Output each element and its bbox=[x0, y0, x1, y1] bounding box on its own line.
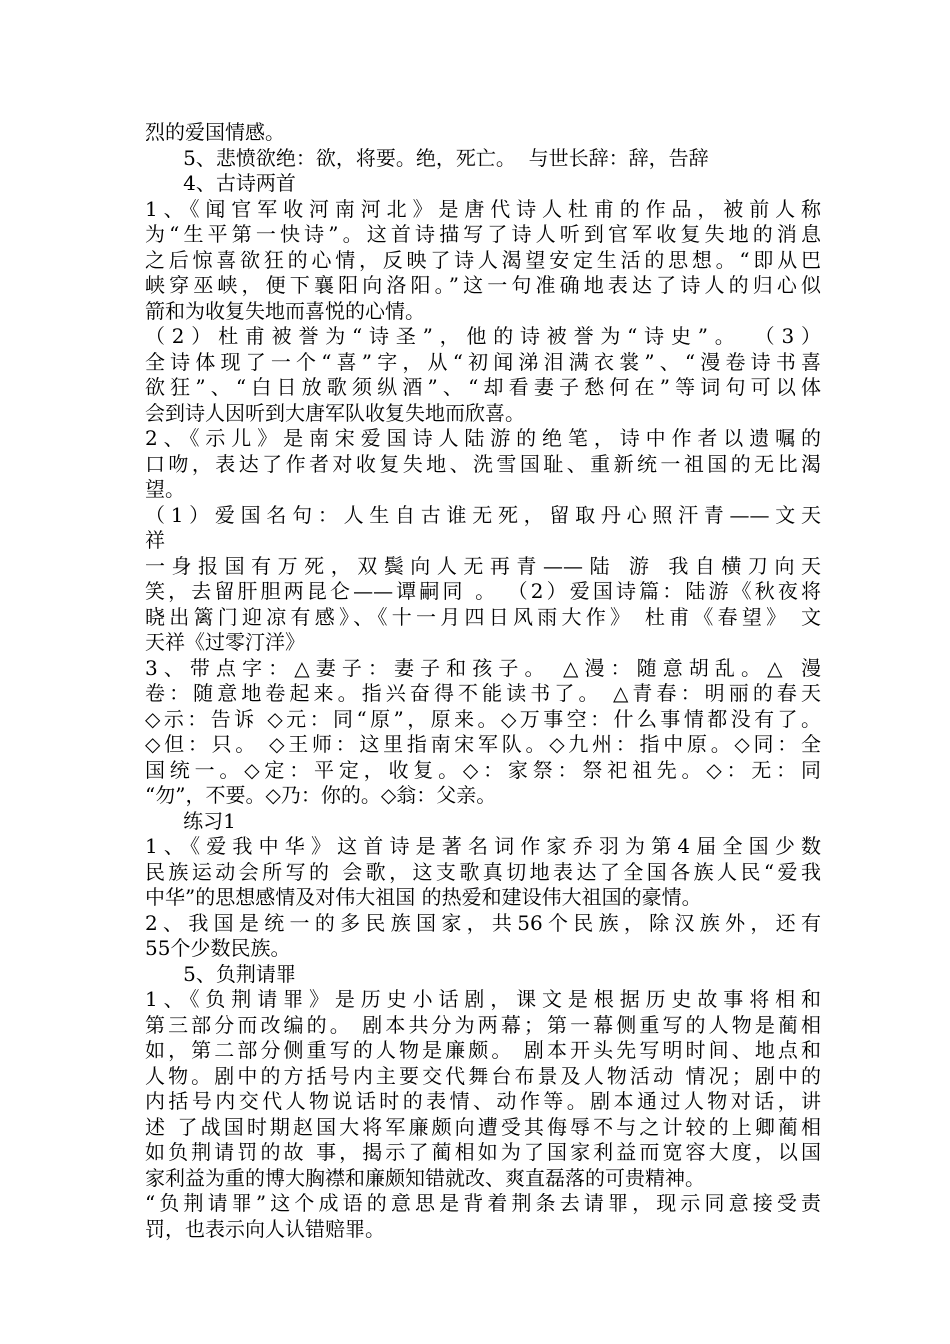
text-line: 55个少数民族。 bbox=[145, 936, 291, 960]
text-line: 烈的爱国情感。 bbox=[145, 120, 285, 144]
text-line: 望。 bbox=[145, 477, 185, 501]
text-line: 会到诗人因听到大唐军队收复失地而欣喜。 bbox=[145, 400, 525, 425]
text-line: 如负荆请罚的故 事，揭示了蔺相如为了国家利益而宽容大度，以国 bbox=[145, 1140, 821, 1164]
text-line: “勿”，不要。◇乃：你的。◇翁：父亲。 bbox=[145, 783, 497, 807]
text-line: 之后惊喜欲狂的心情，反映了诗人渴望安定生活的思想。“即从巴 bbox=[145, 247, 821, 272]
text-line: 5、负荆请罪 bbox=[145, 961, 296, 986]
text-line: 3、带点字：△妻子：妻子和孩子。 △漫：随意胡乱。△ 漫 bbox=[145, 655, 821, 680]
text-line: 祥 bbox=[145, 528, 165, 552]
text-line: 晓出篱门迎凉有感》、《十一月四日风雨大作》 杜甫《春望》 文 bbox=[145, 604, 821, 629]
document-text-body bbox=[145, 120, 821, 1242]
text-line: 家利益为重的博大胸襟和廉颇知错就改、爽直磊落的可贵精神。 bbox=[145, 1165, 705, 1190]
text-line: 5、悲愤欲绝：欲，将要。绝，死亡。 与世长辞：辞，告辞 bbox=[145, 145, 709, 170]
text-line: 笑，去留肝胆两昆仑——谭嗣同 。 （2）爱国诗篇：陆游《秋夜将 bbox=[145, 579, 821, 603]
text-line: 中华”的思想感情及对伟大祖国 的热爱和建设伟大祖国的豪情。 bbox=[145, 885, 702, 909]
text-line: ◇示：告诉 ◇元：同“原”，原来。◇万事空：什么事情都没有了。 bbox=[145, 706, 821, 731]
text-line: 民族运动会所写的 会歌，这支歌真切地表达了全国各族人民“爱我 bbox=[145, 859, 821, 884]
text-line: 人物。剧中的方括号内主要交代舞台布景及人物活动 情况；剧中的 bbox=[145, 1063, 821, 1088]
text-line: 一身报国有万死，双鬓向人无再青——陆 游 我自横刀向天 bbox=[145, 553, 821, 578]
text-line: 为“生平第一快诗”。这首诗描写了诗人听到官军收复失地的消息 bbox=[145, 222, 821, 246]
text-line: 如，第二部分侧重写的人物是廉颇。 剧本开头先写明时间、地点和 bbox=[145, 1038, 821, 1062]
text-line: 箭和为收复失地而喜悦的心情。 bbox=[145, 298, 425, 323]
text-line: 2、《示儿》是南宋爱国诗人陆游的绝笔，诗中作者以遗嘱的 bbox=[145, 426, 821, 450]
text-line: 1、《爱我中华》这首诗是著名词作家乔羽为第4届全国少数 bbox=[145, 834, 821, 858]
text-line: 全诗体现了一个“喜”字，从“初闻涕泪满衣裳”、“漫卷诗书喜 bbox=[145, 349, 821, 374]
text-line: 述 了战国时期赵国大将军廉颇向遭受其侮辱不与之计较的上卿蔺相 bbox=[145, 1114, 821, 1139]
text-line: 2、我国是统一的多民族国家，共56个民族，除汉族外，还有 bbox=[145, 910, 821, 935]
text-line: ◇但：只。 ◇王师：这里指南宋军队。◇九州：指中原。◇同：全 bbox=[145, 732, 821, 756]
text-line: （1）爱国名句：人生自古谁无死，留取丹心照汗青——文天 bbox=[145, 502, 821, 527]
text-line: 罚，也表示向人认错赔罪。 bbox=[145, 1216, 385, 1241]
text-line: （2）杜甫被誉为“诗圣”，他的诗被誉为“诗史”。 （3） bbox=[145, 324, 821, 348]
text-line: 天祥《过零汀洋》 bbox=[145, 630, 305, 654]
text-line: 国统一。◇定：平定，收复。◇：家祭：祭祀祖先。◇：无：同 bbox=[145, 757, 821, 782]
text-line: 峡穿巫峡，便下襄阳向洛阳。”这一句准确地表达了诗人的归心似 bbox=[145, 273, 821, 297]
text-line: 口吻，表达了作者对收复失地、洗雪国耻、重新统一祖国的无比渴 bbox=[145, 451, 821, 476]
text-line: 1、《负荆请罪》是历史小话剧，课文是根据历史故事将相和 bbox=[145, 987, 821, 1011]
text-line: 4、古诗两首 bbox=[145, 171, 296, 195]
text-line: 内括号内交代人物说话时的表情、动作等。剧本通过人物对话，讲 bbox=[145, 1089, 821, 1113]
text-line: 练习1 bbox=[145, 808, 236, 833]
text-line: 第三部分而改编的。 剧本共分为两幕；第一幕侧重写的人物是蔺相 bbox=[145, 1012, 821, 1037]
text-line: “负荆请罪”这个成语的意思是背着荆条去请罪，现示同意接受责 bbox=[145, 1191, 821, 1215]
text-line: 卷：随意地卷起来。指兴奋得不能读书了。 △青春：明丽的春天 bbox=[145, 681, 821, 705]
text-line: 欲狂”、“白日放歌须纵酒”、“却看妻子愁何在”等词句可以体 bbox=[145, 375, 821, 399]
text-line: 1、《闻官军收河南河北》是唐代诗人杜甫的作品，被前人称 bbox=[145, 196, 821, 221]
